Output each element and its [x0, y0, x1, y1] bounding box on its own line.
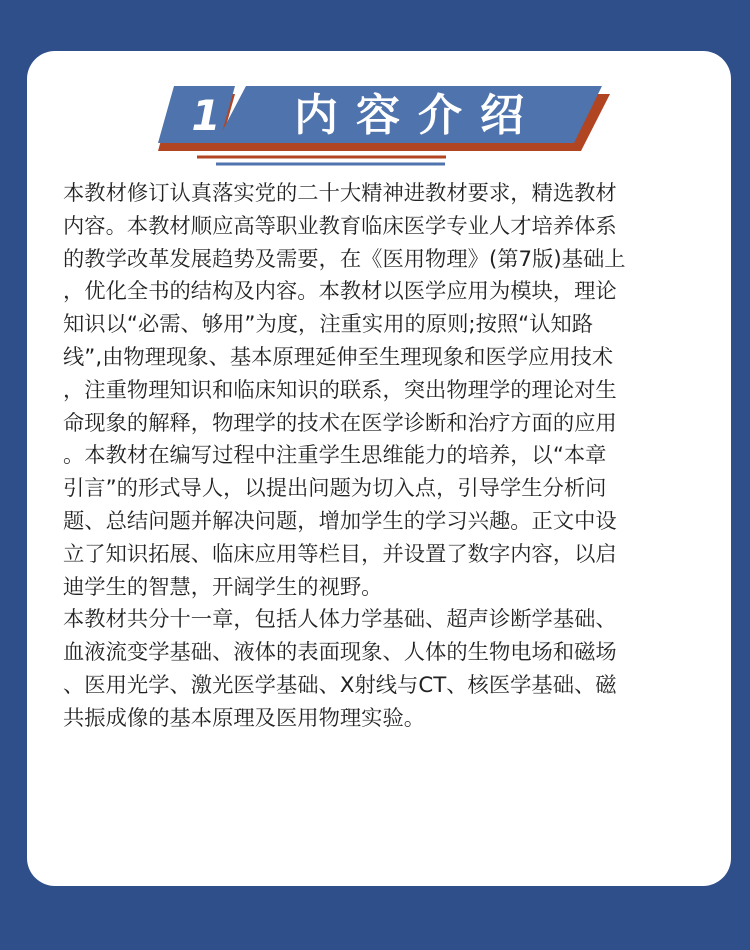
section-header: [140, 78, 620, 170]
text-line: 立了知识拓展、临床应用等栏目，并设置了数字内容，以启: [63, 541, 617, 567]
section-number: 1: [191, 91, 221, 140]
text-line: 题、总结问题并解决问题，增加学生的学习兴趣。正文中设: [63, 508, 617, 534]
text-line: 线”,由物理现象、基本原理延伸至生理现象和医学应用技术: [63, 344, 614, 370]
text-line: 。本教材在编写过程中注重学生思维能力的培养，以“本章: [63, 443, 607, 469]
section-title: 内容介绍: [294, 90, 542, 141]
introduction-text: [63, 178, 703, 736]
text-line: 、医用光学、激光医学基础、X射线与CT、核医学基础、磁: [63, 672, 617, 698]
text-line: 共振成像的基本原理及医用物理实验。: [63, 705, 426, 731]
text-line: 命现象的解释，物理学的技术在医学诊断和治疗方面的应用: [63, 410, 617, 436]
text-line: 本教材共分十一章，包括人体力学基础、超声诊断学基础、: [63, 607, 617, 633]
text-line: 血液流变学基础、液体的表面现象、人体的生物电场和磁场: [63, 640, 617, 666]
text-line: ，优化全书的结构及内容。本教材以医学应用为模块，理论: [63, 279, 617, 305]
text-line: 迪学生的智慧，开阔学生的视野。: [63, 574, 383, 600]
text-line: 引言”的形式导人，以提出问题为切入点，引导学生分析问: [63, 476, 607, 502]
text-line: 本教材修订认真落实党的二十大精神进教材要求，精选教材: [63, 181, 617, 206]
text-line: 知识以“必需、够用”为度，注重实用的原则;按照“认知路: [63, 312, 594, 338]
text-line: ，注重物理知识和临床知识的联系，突出物理学的理论对生: [63, 377, 617, 403]
text-line: 的教学改革发展趋势及需要，在《医用物理》(第7版)基础上: [63, 246, 626, 272]
text-line: 内容。本教材顺应高等职业教育临床医学专业人才培养体系: [63, 213, 617, 239]
